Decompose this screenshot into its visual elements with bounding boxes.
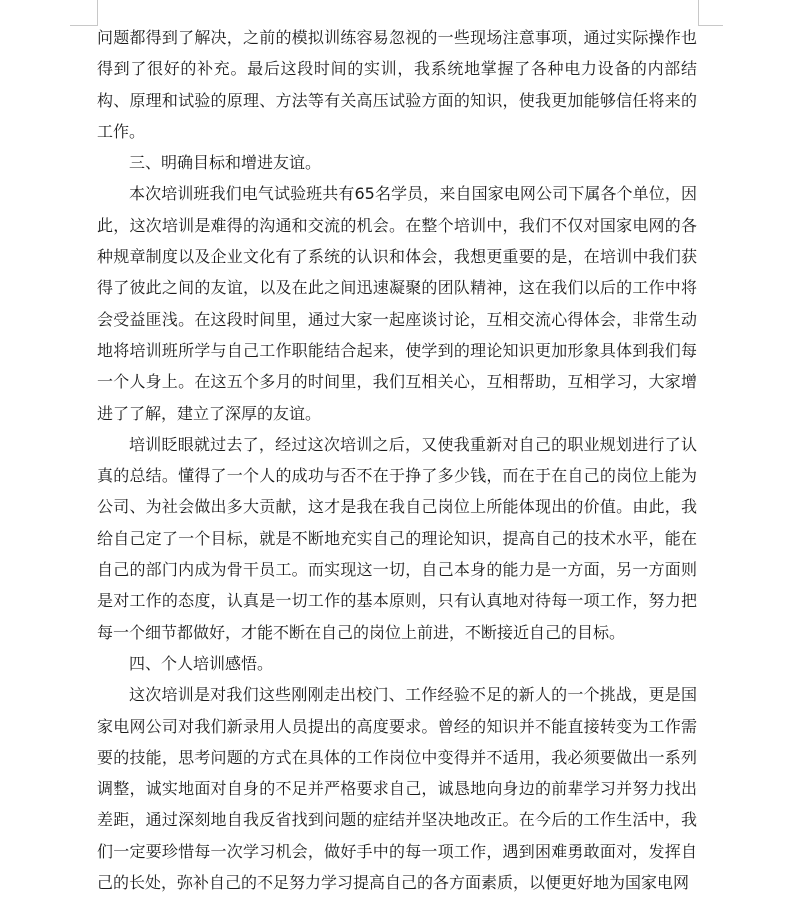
margin-corner-mark	[699, 25, 723, 26]
document-body	[97, 22, 697, 898]
paragraph: 本次培训班我们电气试验班共有65名学员，来自国家电网公司下属各个单位，因此，这次培训是难得的沟通和交流的机会。在整个培训中，我们不仅对国家电网的各种规章制度以及企业文化有了系统的认识和体会，我想更重要的是，在培训中我们获得了彼此之间的友谊，以及在此之间迅速凝聚的团队精神，这在我们以后的工作中将会受益匪浅。在这段时间里，通过大家一起座谈讨论，互相交流心得体会，非常生动地将培训班所学与自己工作职能结合起来，使学到的理论知识更加形象具体到我们每一个人身上。在这五个多月的时间里，我们互相关心，互相帮助，互相学习，大家增进了了解，建立了深厚的友谊。	[97, 184, 697, 423]
section-heading-3: 三、明确目标和增进友谊。	[129, 153, 322, 173]
margin-corner-mark	[70, 25, 97, 26]
paragraph: 这次培训是对我们这些刚刚走出校门、工作经验不足的新人的一个挑战，更是国家电网公司对我们新录用人员提出的高度要求。曾经的知识并不能直接转变为工作需要的技能，思考问题的方式在具体的工作岗位中变得并不适用，我必须要做出一系列调整，诚实地面对自身的不足并严格要求自己，诚恳地向身边的前辈学习并努力找出差距，通过深刻地自我反省找到问题的症结并坚决地改正。在今后的工作生活中，我们一定要珍惜每一次学习机会，做好手中的每一项工作，遇到困难勇敢面对，发挥自己的长处，弥补自己的不足努力学习提高自己的各方面素质，以便更好地为国家电网	[97, 685, 697, 893]
paragraph: 培训眨眼就过去了，经过这次培训之后，又使我重新对自己的职业规划进行了认真的总结。懂得了一个人的成功与否不在于挣了多少钱，而在于在自己的岗位上能为公司、为社会做出多大贡献，这才是我在我自己岗位上所能体现出的价值。由此，我给自己定了一个目标，就是不断地充实自己的理论知识，提高自己的技术水平，能在自己的部门内成为骨干员工。而实现这一切，自己本身的能力是一方面，另一方面则是对工作的态度，认真是一切工作的基本原则，只有认真地对待每一项工作，努力把每一个细节都做好，才能不断在自己的岗位上前进，不断接近自己的目标。	[97, 434, 697, 642]
paragraph-continuation: 问题都得到了解决，之前的模拟训练容易忽视的一些现场注意事项，通过实际操作也得到了很好的补充。最后这段时间的实训，我系统地掌握了各种电力设备的内部结构、原理和试验的原理、方法等有关高压试验方面的知识，使我更加能够信任将来的工作。	[97, 28, 697, 141]
section-heading-4: 四、个人培训感悟。	[129, 653, 274, 673]
margin-corner-mark	[698, 0, 699, 26]
